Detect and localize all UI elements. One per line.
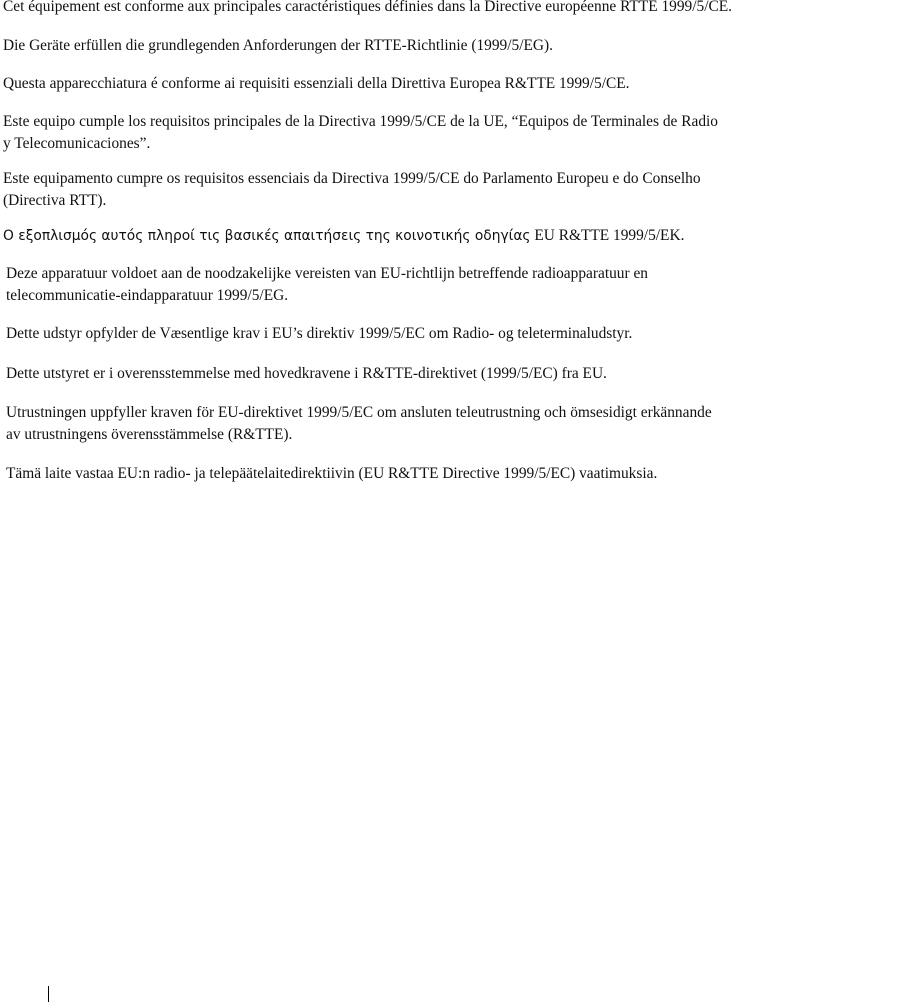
statement-danish bbox=[6, 323, 632, 345]
statement-greek bbox=[3, 225, 684, 247]
statement-dutch bbox=[6, 263, 648, 307]
statement-line: y Telecomunicaciones”. bbox=[3, 135, 151, 152]
statement-line: Dette udstyr opfylder de Væsentlige krav i EU’s direktiv 1999/5/EC om Radio- og teleterminaludstyr. bbox=[6, 325, 633, 342]
statement-greek-text: Ο εξοπλισμός αυτός πληροί τις βασικές απαιτήσεις της κοινοτικής οδηγίας bbox=[3, 228, 531, 244]
statement-greek-directive: EU R&TTE 1999/5/EK. bbox=[530, 227, 685, 244]
statement-finnish bbox=[6, 463, 657, 485]
statement-line: Utrustningen uppfyller kraven för EU-direktivet 1999/5/EC om ansluten teleutrustning och ömsesidigt erkännande bbox=[6, 404, 712, 421]
page-margin-rule bbox=[48, 986, 49, 1002]
statement-spanish bbox=[3, 111, 718, 155]
statement-line: Tämä laite vastaa EU:n radio- ja telepäätelaitedirektiivin (EU R&TTE Directive 1999/5/EC) vaatimuksia. bbox=[6, 465, 658, 482]
statement-line: Questa apparecchiatura é conforme ai requisiti essenziali della Direttiva Europea R&TTE 1999/5/CE. bbox=[3, 75, 630, 92]
statement-line: telecommunicatie-eindapparatuur 1999/5/EG. bbox=[6, 287, 289, 304]
statement-line: av utrustningens överensstämmelse (R&TTE). bbox=[6, 426, 293, 443]
statement-french bbox=[3, 0, 732, 18]
statement-line: Cet équipement est conforme aux principales caractéristiques définies dans la Directive européenne RTTE 1999/5/CE. bbox=[3, 0, 733, 15]
statement-swedish bbox=[6, 402, 712, 446]
statement-portuguese bbox=[3, 168, 701, 212]
statement-line: Dette utstyret er i overensstemmelse med hovedkravene i R&TTE-direktivet (1999/5/EC) fra EU. bbox=[6, 365, 607, 382]
statement-german bbox=[3, 35, 553, 57]
statement-italian bbox=[3, 73, 630, 95]
statement-line: (Directiva RTT). bbox=[3, 192, 107, 209]
statement-line: Die Geräte erfüllen die grundlegenden Anforderungen der RTTE-Richtlinie (1999/5/EG). bbox=[3, 37, 553, 54]
statement-line: Deze apparatuur voldoet aan de noodzakelijke vereisten van EU-richtlijn betreffende radioapparatuur en bbox=[6, 265, 648, 282]
statement-norwegian bbox=[6, 363, 607, 385]
statement-line: Este equipamento cumpre os requisitos essenciais da Directiva 1999/5/CE do Parlamento Europeu e do Conselho bbox=[3, 170, 701, 187]
statement-line: Este equipo cumple los requisitos principales de la Directiva 1999/5/CE de la UE, “Equipos de Terminales de Radio bbox=[3, 113, 718, 130]
